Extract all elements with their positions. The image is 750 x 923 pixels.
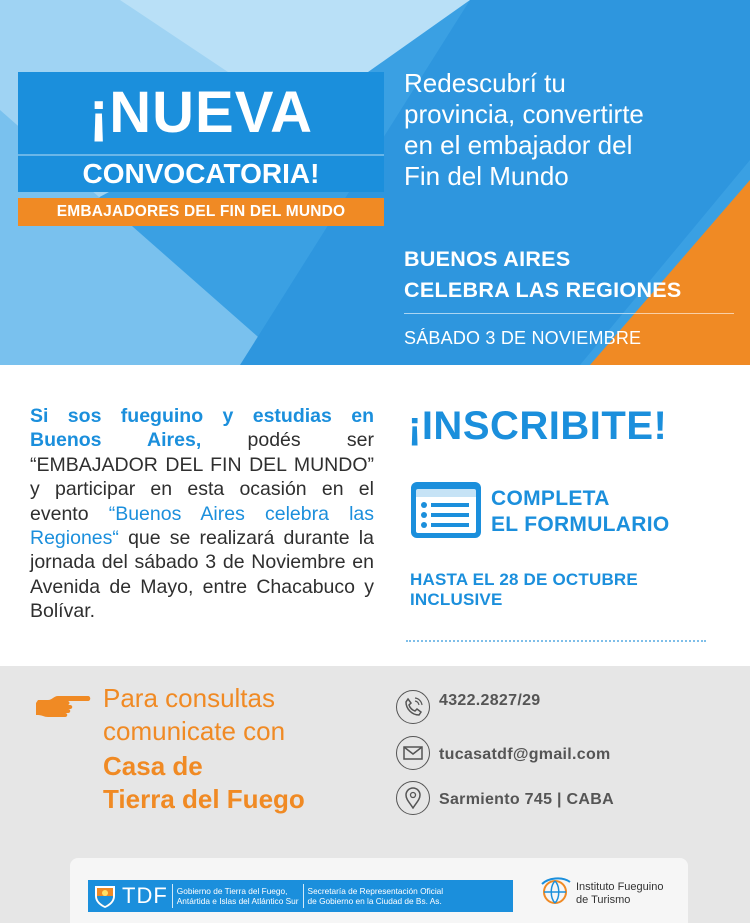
event-name: BUENOS AIRES CELEBRA LAS REGIONES [404,247,682,302]
institute-logo-icon [538,874,572,908]
deadline: HASTA EL 28 DE OCTUBRE INCLUSIVE [410,570,638,609]
title-convocatoria: CONVOCATORIA! [82,158,320,189]
description-part2: que se realizará durante la jornada del sábado 3 de Noviembre en Avenida de Mayo, entre Chacabuco y Bolívar. [30,527,374,623]
consult-text: Para consultas comunicate con [103,683,286,746]
mail-icon [396,736,430,770]
date-divider [404,313,734,314]
pointing-hand-icon [36,690,92,722]
government-logo-bar [88,880,513,912]
title-nueva: ¡NUEVA [88,80,314,145]
program-label: EMBAJADORES DEL FIN DEL MUNDO [56,203,346,220]
description-text [30,404,374,624]
hero-banner [0,0,750,365]
phone-number[interactable]: 4322.2827/29 [439,692,541,709]
signup-heading: ¡INSCRIBITE! [408,404,668,448]
form-list-icon[interactable] [410,481,482,539]
event-quote: “Buenos Aires celebra las Regiones“ [30,502,375,550]
tagline: Redescubrí tu provincia, convertirte en el embajador del Fin del Mundo [404,68,644,191]
address: Sarmiento 745 | CABA [439,791,614,808]
intro-bold: Si sos fueguino y estudias en Buenos Aires, [30,405,374,452]
complete-form-link[interactable]: COMPLETA EL FORMULARIO [491,487,670,536]
email-address[interactable]: tucasatdf@gmail.com [439,746,611,763]
institute-name: Instituto Fueguino de Turismo [576,881,664,906]
description-part1: podés ser “EMBAJADOR DEL FIN DEL MUNDO” y participar en esta ocasión en el evento [30,429,374,525]
event-date: SÁBADO 3 DE NOVIEMBRE [404,328,642,348]
government-name: Gobierno de Tierra del Fuego, Antártida e Islas del Atlántico Sur [176,886,299,906]
phone-icon [396,690,430,724]
title-block [18,72,384,226]
secretaria-name: Secretaría de Representación Oficial de Gobierno en la Ciudad de Bs. As. [307,886,444,906]
location-pin-icon [396,781,430,815]
crest-icon [92,883,118,909]
tdf-logo-text: TDF [122,883,168,908]
org-name: Casa de Tierra del Fuego [103,751,305,814]
dotted-divider [406,640,706,642]
